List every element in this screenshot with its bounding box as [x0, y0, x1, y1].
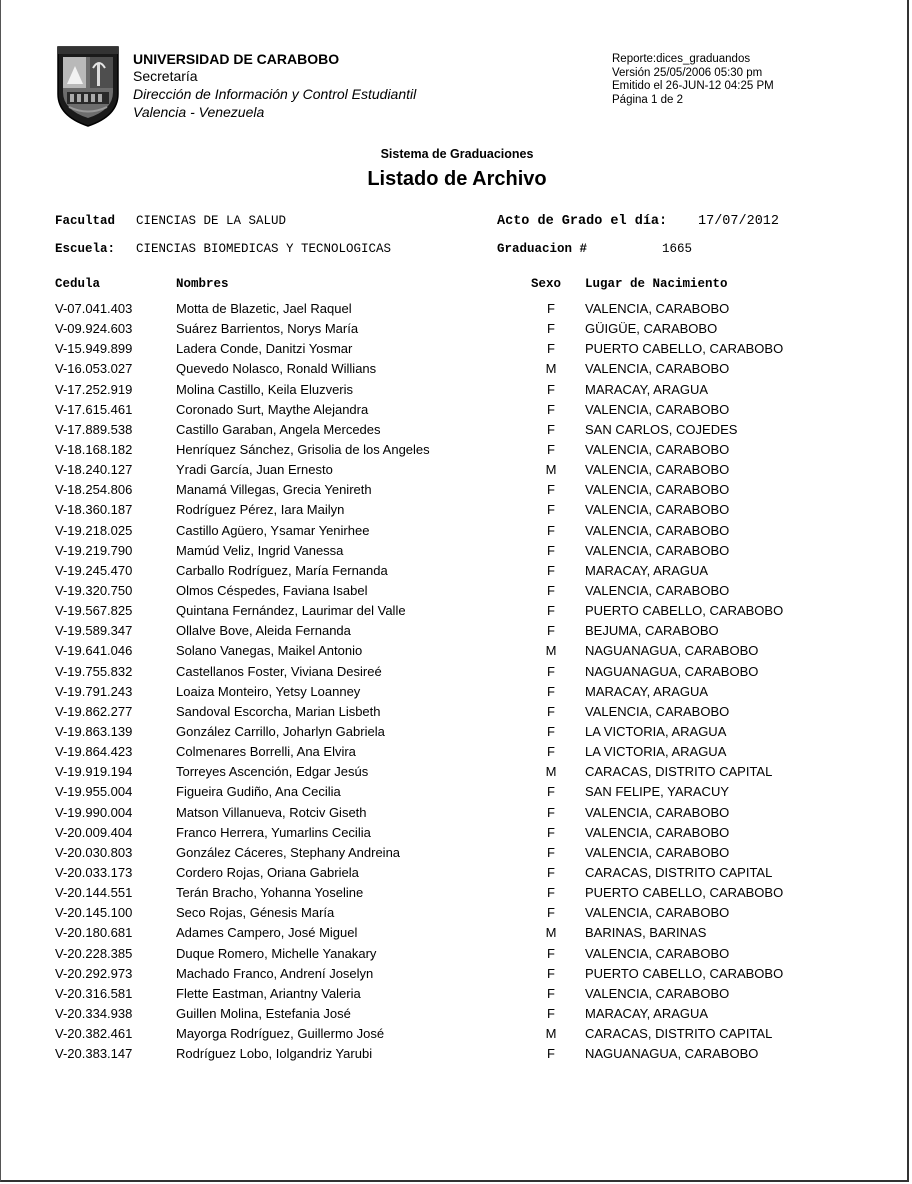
name-cell: Matson Villanueva, Rotciv Giseth	[176, 804, 367, 820]
cedula-cell: V-19.755.832	[55, 663, 133, 679]
name-cell: Coronado Surt, Maythe Alejandra	[176, 401, 369, 417]
name-cell: Duque Romero, Michelle Yanakary	[176, 945, 377, 961]
birthplace-cell: LA VICTORIA, ARAGUA	[585, 723, 727, 739]
table-row	[1, 340, 912, 360]
faculty-value: CIENCIAS DE LA SALUD	[136, 214, 287, 228]
birthplace-cell: CARACAS, DISTRITO CAPITAL	[585, 1026, 773, 1042]
name-cell: Franco Herrera, Yumarlins Cecilia	[176, 824, 371, 840]
listing-title: Listado de Archivo	[367, 168, 547, 190]
sex-cell: F	[547, 401, 555, 417]
name-cell: Figueira Gudiño, Ana Cecilia	[176, 784, 341, 800]
university-name: UNIVERSIDAD DE CARABOBO	[133, 51, 340, 67]
birthplace-cell: VALENCIA, CARABOBO	[585, 824, 730, 840]
table-row	[1, 1025, 912, 1045]
office-name: Secretaría	[133, 68, 198, 84]
sex-cell: F	[547, 301, 555, 316]
table-row	[1, 441, 912, 461]
table-row	[1, 723, 912, 743]
birthplace-cell: LA VICTORIA, ARAGUA	[585, 744, 727, 760]
cedula-cell: V-20.030.803	[55, 844, 133, 860]
birthplace-cell: VALENCIA, CARABOBO	[585, 703, 730, 719]
birthplace-cell: SAN CARLOS, COJEDES	[585, 421, 738, 437]
name-cell: Castillo Agüero, Ysamar Yenirhee	[176, 522, 370, 538]
cedula-cell: V-20.292.973	[55, 965, 133, 981]
birthplace-cell: MARACAY, ARAGUA	[585, 1005, 709, 1021]
name-cell: González Carrillo, Joharlyn Gabriela	[176, 723, 385, 739]
sex-cell: M	[545, 462, 557, 478]
birthplace-cell: SAN FELIPE, YARACUY	[585, 784, 730, 800]
birthplace-cell: VALENCIA, CARABOBO	[585, 462, 730, 478]
column-header-cedula: Cedula	[55, 277, 101, 291]
name-cell: Rodríguez Pérez, Iara Mailyn	[176, 502, 345, 518]
sex-cell: F	[547, 421, 555, 437]
name-cell: Suárez Barrientos, Norys María	[176, 321, 359, 337]
sex-cell: F	[547, 945, 555, 961]
birthplace-cell: MARACAY, ARAGUA	[585, 683, 709, 699]
report-name: Reporte:dices_graduandos	[612, 53, 751, 65]
table-row	[1, 602, 912, 622]
sex-cell: F	[547, 321, 555, 337]
sex-cell: M	[545, 643, 557, 659]
report-issued: Emitido el 26-JUN-12 04:25 PM	[612, 80, 774, 92]
cedula-cell: V-20.383.147	[55, 1046, 133, 1062]
name-cell: Rodríguez Lobo, Iolgandriz Yarubi	[176, 1046, 373, 1062]
table-row	[1, 360, 912, 380]
table-row	[1, 1005, 912, 1025]
table-row	[1, 683, 912, 703]
name-cell: González Cáceres, Stephany Andreina	[176, 844, 401, 860]
graduation-label: Graduacion #	[497, 242, 588, 256]
cedula-cell: V-20.228.385	[55, 945, 133, 961]
table-row	[1, 622, 912, 642]
cedula-cell: V-19.245.470	[55, 562, 133, 578]
cedula-cell: V-19.791.243	[55, 683, 133, 699]
birthplace-cell: NAGUANAGUA, CARABOBO	[585, 643, 759, 659]
sex-cell: F	[547, 502, 555, 518]
name-cell: Sandoval Escorcha, Marian Lisbeth	[176, 703, 381, 719]
birthplace-cell: VALENCIA, CARABOBO	[585, 905, 730, 921]
sex-cell: M	[545, 361, 557, 377]
table-row	[1, 904, 912, 924]
table-row	[1, 642, 912, 662]
sex-cell: F	[547, 864, 555, 880]
name-cell: Machado Franco, Andrení Joselyn	[176, 965, 374, 981]
birthplace-cell: BEJUMA, CARABOBO	[585, 623, 719, 639]
table-row	[1, 824, 912, 844]
sex-cell: F	[547, 1005, 555, 1021]
report-version: Versión 25/05/2006 05:30 pm	[612, 66, 763, 79]
sex-cell: F	[547, 703, 555, 719]
cedula-cell: V-19.864.423	[55, 744, 133, 760]
sex-cell: F	[547, 965, 555, 981]
cedula-cell: V-19.862.277	[55, 703, 133, 719]
cedula-cell: V-20.145.100	[55, 905, 133, 921]
cedula-cell: V-18.360.187	[55, 502, 133, 518]
name-cell: Molina Castillo, Keila Eluzveris	[176, 381, 354, 397]
table-row	[1, 381, 912, 401]
sex-cell: F	[547, 663, 555, 679]
cedula-cell: V-19.863.139	[55, 723, 133, 739]
birthplace-cell: VALENCIA, CARABOBO	[585, 945, 730, 961]
birthplace-cell: VALENCIA, CARABOBO	[585, 522, 730, 538]
cedula-cell: V-20.316.581	[55, 985, 133, 1001]
cedula-cell: V-18.254.806	[55, 482, 133, 498]
sex-cell: F	[547, 482, 555, 498]
table-row	[1, 985, 912, 1005]
cedula-cell: V-19.990.004	[55, 804, 133, 820]
university-seal-logo	[55, 44, 121, 128]
faculty-label: Facultad	[55, 214, 116, 228]
sex-cell: F	[547, 582, 555, 598]
birthplace-cell: MARACAY, ARAGUA	[585, 381, 709, 397]
school-value: CIENCIAS BIOMEDICAS Y TECNOLOGICAS	[136, 242, 392, 256]
birthplace-cell: VALENCIA, CARABOBO	[585, 542, 730, 558]
sex-cell: F	[547, 804, 555, 820]
name-cell: Guillen Molina, Estefania José	[176, 1005, 351, 1021]
sex-cell: F	[547, 905, 555, 921]
table-row	[1, 763, 912, 783]
school-label: Escuela:	[55, 242, 116, 256]
birthplace-cell: VALENCIA, CARABOBO	[585, 985, 730, 1001]
cedula-cell: V-15.949.899	[55, 341, 133, 357]
birthplace-cell: VALENCIA, CARABOBO	[585, 301, 730, 316]
birthplace-cell: VALENCIA, CARABOBO	[585, 804, 730, 820]
birthplace-cell: VALENCIA, CARABOBO	[585, 502, 730, 518]
cedula-cell: V-19.589.347	[55, 623, 133, 639]
department-name: Dirección de Información y Control Estudiantil	[133, 86, 417, 102]
name-cell: Ollalve Bove, Aleida Fernanda	[176, 623, 351, 639]
table-row	[1, 421, 912, 441]
table-row	[1, 864, 912, 884]
university-block	[133, 51, 416, 121]
name-cell: Henríquez Sánchez, Grisolia de los Angeles	[176, 441, 430, 457]
name-cell: Olmos Céspedes, Faviana Isabel	[176, 582, 368, 598]
table-row	[1, 783, 912, 803]
table-row	[1, 300, 912, 320]
sex-cell: M	[545, 764, 557, 780]
cedula-cell: V-20.382.461	[55, 1026, 133, 1042]
table-row	[1, 945, 912, 965]
cedula-cell: V-16.053.027	[55, 361, 133, 377]
table-row	[1, 703, 912, 723]
name-cell: Manamá Villegas, Grecia Yenireth	[176, 482, 372, 498]
sex-cell: F	[547, 623, 555, 639]
table-row	[1, 965, 912, 985]
sex-cell: M	[545, 1026, 557, 1042]
name-cell: Carballo Rodríguez, María Fernanda	[176, 562, 388, 578]
name-cell: Loaiza Monteiro, Yetsy Loanney	[176, 683, 361, 699]
cedula-cell: V-20.033.173	[55, 864, 133, 880]
sex-cell: F	[547, 985, 555, 1001]
sex-cell: F	[547, 603, 555, 619]
cedula-cell: V-20.144.551	[55, 885, 133, 901]
cedula-cell: V-17.889.538	[55, 421, 133, 437]
name-cell: Quevedo Nolasco, Ronald Willians	[176, 361, 377, 377]
sex-cell: F	[547, 683, 555, 699]
cedula-cell: V-19.567.825	[55, 603, 133, 619]
cedula-cell: V-17.252.919	[55, 381, 133, 397]
cedula-cell: V-17.615.461	[55, 401, 133, 417]
name-cell: Castillo Garaban, Angela Mercedes	[176, 421, 381, 437]
name-cell: Adames Campero, José Miguel	[176, 925, 358, 941]
sex-cell: F	[547, 885, 555, 901]
sex-cell: M	[545, 925, 557, 941]
birthplace-cell: VALENCIA, CARABOBO	[585, 844, 730, 860]
column-header-lugar: Lugar de Nacimiento	[585, 277, 728, 291]
birthplace-cell: VALENCIA, CARABOBO	[585, 361, 730, 377]
column-header-sexo: Sexo	[531, 277, 562, 291]
cedula-cell: V-19.955.004	[55, 784, 133, 800]
name-cell: Solano Vanegas, Maikel Antonio	[176, 643, 363, 659]
cedula-cell: V-19.218.025	[55, 522, 133, 538]
name-cell: Seco Rojas, Génesis María	[176, 905, 335, 921]
name-cell: Yradi García, Juan Ernesto	[176, 462, 333, 478]
birthplace-cell: CARACAS, DISTRITO CAPITAL	[585, 764, 773, 780]
table-row	[1, 401, 912, 421]
birthplace-cell: GÜIGÜE, CARABOBO	[585, 321, 718, 337]
cedula-cell: V-18.168.182	[55, 441, 133, 457]
cedula-cell: V-20.009.404	[55, 824, 133, 840]
table-row	[1, 804, 912, 824]
sex-cell: F	[547, 784, 555, 800]
sex-cell: F	[547, 522, 555, 538]
name-cell: Castellanos Foster, Viviana Desireé	[176, 663, 382, 679]
table-row	[1, 582, 912, 602]
column-header-nombres: Nombres	[176, 277, 229, 291]
table-row	[1, 743, 912, 763]
table-row	[1, 522, 912, 542]
sex-cell: F	[547, 381, 555, 397]
name-cell: Mamúd Veliz, Ingrid Vanessa	[176, 542, 344, 558]
table-row	[1, 884, 912, 904]
name-cell: Colmenares Borrelli, Ana Elvira	[176, 744, 356, 760]
birthplace-cell: PUERTO CABELLO, CARABOBO	[585, 965, 784, 981]
cedula-cell: V-19.919.194	[55, 764, 133, 780]
location-name: Valencia - Venezuela	[133, 104, 265, 120]
birthplace-cell: MARACAY, ARAGUA	[585, 562, 709, 578]
sex-cell: F	[547, 824, 555, 840]
sex-cell: F	[547, 723, 555, 739]
table-row	[1, 924, 912, 944]
table-row	[1, 481, 912, 501]
name-cell: Ladera Conde, Danitzi Yosmar	[176, 341, 353, 357]
sex-cell: F	[547, 562, 555, 578]
report-page: Página 1 de 2	[612, 93, 683, 106]
cedula-cell: V-19.641.046	[55, 643, 133, 659]
birthplace-cell: CARACAS, DISTRITO CAPITAL	[585, 864, 773, 880]
name-cell: Mayorga Rodríguez, Guillermo José	[176, 1026, 385, 1042]
cedula-cell: V-19.219.790	[55, 542, 133, 558]
name-cell: Terán Bracho, Yohanna Yoseline	[176, 885, 364, 901]
cedula-cell: V-20.180.681	[55, 925, 133, 941]
birthplace-cell: VALENCIA, CARABOBO	[585, 582, 730, 598]
table-row	[1, 1045, 912, 1065]
table-row	[1, 320, 912, 340]
name-cell: Motta de Blazetic, Jael Raquel	[176, 301, 352, 316]
name-cell: Cordero Rojas, Oriana Gabriela	[176, 864, 359, 880]
system-title: Sistema de Graduaciones	[380, 147, 534, 161]
birthplace-cell: NAGUANAGUA, CARABOBO	[585, 663, 759, 679]
name-cell: Quintana Fernández, Laurimar del Valle	[176, 603, 406, 619]
name-cell: Flette Eastman, Ariantny Valeria	[176, 985, 361, 1001]
table-row	[1, 501, 912, 521]
table-row	[1, 542, 912, 562]
sex-cell: F	[547, 744, 555, 760]
sex-cell: F	[547, 1046, 555, 1062]
graduation-value: 1665	[662, 242, 693, 256]
birthplace-cell: PUERTO CABELLO, CARABOBO	[585, 341, 784, 357]
sex-cell: F	[547, 844, 555, 860]
name-cell: Torreyes Ascención, Edgar Jesús	[176, 764, 369, 780]
sex-cell: F	[547, 341, 555, 357]
birthplace-cell: VALENCIA, CARABOBO	[585, 482, 730, 498]
birthplace-cell: BARINAS, BARINAS	[585, 925, 707, 941]
table-row	[1, 844, 912, 864]
act-label: Acto de Grado el día:	[497, 214, 668, 229]
table-row	[1, 461, 912, 481]
graduates-table	[1, 300, 912, 1065]
birthplace-cell: PUERTO CABELLO, CARABOBO	[585, 603, 784, 619]
report-info	[612, 53, 774, 107]
table-row	[1, 562, 912, 582]
cedula-cell: V-09.924.603	[55, 321, 133, 337]
birthplace-cell: VALENCIA, CARABOBO	[585, 401, 730, 417]
birthplace-cell: VALENCIA, CARABOBO	[585, 441, 730, 457]
sex-cell: F	[547, 542, 555, 558]
table-row	[1, 663, 912, 683]
cedula-cell: V-20.334.938	[55, 1005, 133, 1021]
sex-cell: F	[547, 441, 555, 457]
birthplace-cell: NAGUANAGUA, CARABOBO	[585, 1046, 759, 1062]
cedula-cell: V-07.041.403	[55, 301, 133, 316]
act-value: 17/07/2012	[698, 214, 780, 229]
cedula-cell: V-18.240.127	[55, 462, 133, 478]
cedula-cell: V-19.320.750	[55, 582, 133, 598]
birthplace-cell: PUERTO CABELLO, CARABOBO	[585, 885, 784, 901]
